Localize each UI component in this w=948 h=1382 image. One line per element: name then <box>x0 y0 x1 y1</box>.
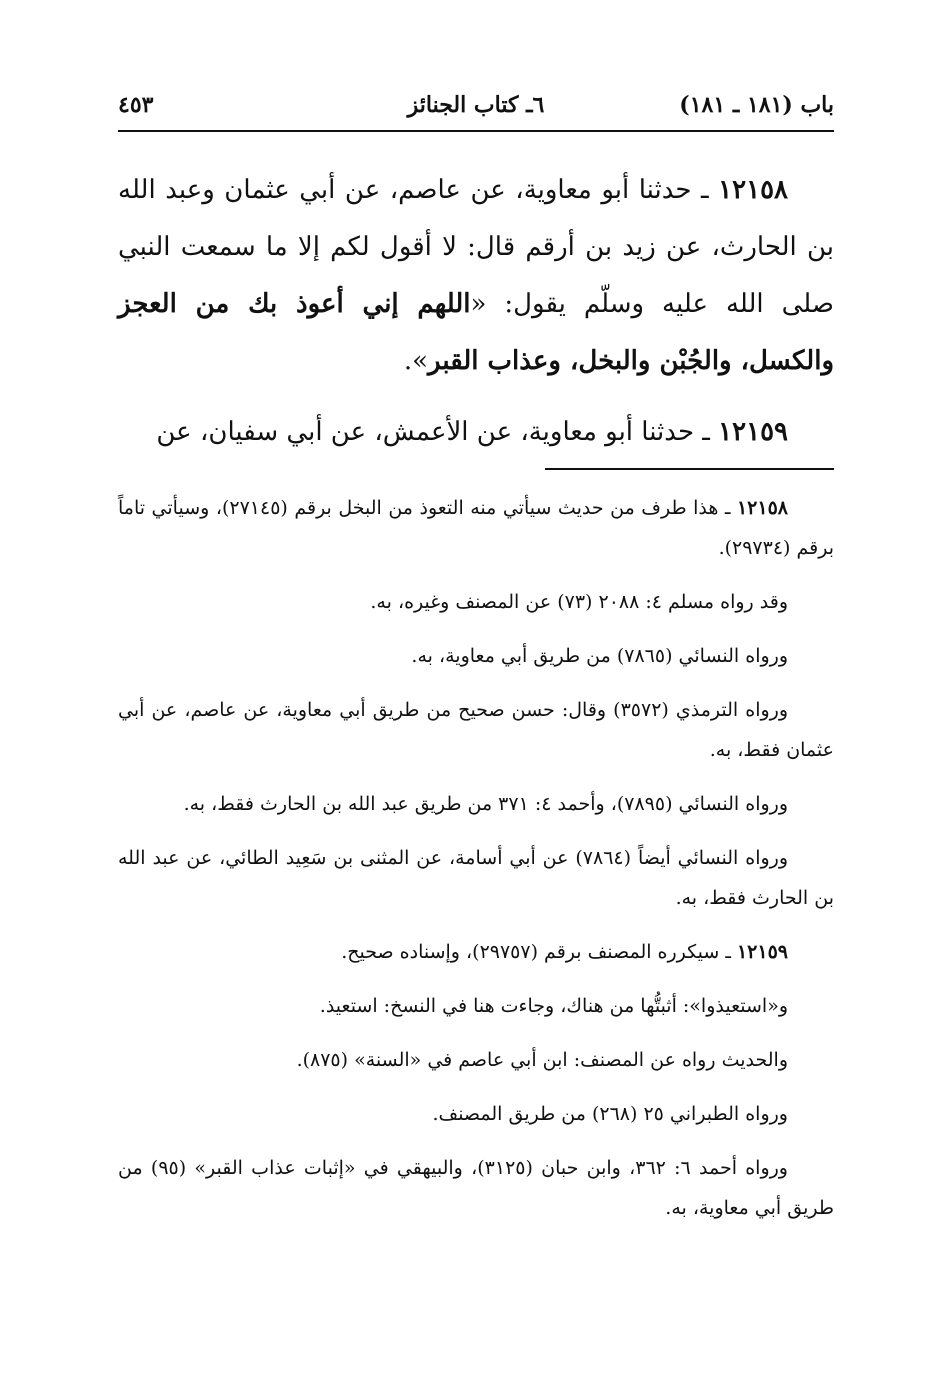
hadith-number: ١٢١٥٨ <box>718 175 788 205</box>
hadith-text-end: ». <box>403 346 429 376</box>
footnote: ورواه أحمد ٦: ٣٦٢، وابن حبان (٣١٢٥)، والبيهقي في «إثبات عذاب القبر» (٩٥) من طريق أبي معاوية، به. <box>118 1157 834 1219</box>
footnote: و«استعيذوا»: أثبتُّها من هناك، وجاءت هنا في النسخ: استعيذ. <box>319 995 788 1017</box>
hadith-paragraph <box>118 404 834 461</box>
footnote <box>118 932 834 972</box>
footnote-number: ١٢١٥٨ <box>736 497 788 519</box>
footnote-number: ١٢١٥٩ <box>736 941 788 963</box>
footnote-text: ـ سيكرره المصنف برقم (٢٩٧٥٧)، وإسناده صحيح. <box>341 941 737 963</box>
footnote-text: ـ هذا طرف من حديث سيأتي منه التعوذ من البخل برقم (٢٧١٤٥)، وسيأتي تاماً برقم (٢٩٧٣٤). <box>118 497 834 559</box>
hadith-paragraph <box>118 162 834 390</box>
footnote: ورواه النسائي أيضاً (٧٨٦٤) عن أبي أسامة، عن المثنى بن سَعِيد الطائي، عن عبد الله بن الحارث فقط، به. <box>118 847 834 909</box>
book-title: ٦ـ كتاب الجنائز <box>407 92 545 118</box>
hadith-number: ١٢١٥٩ <box>718 417 788 447</box>
hadith-text: ـ حدثنا أبو معاوية، عن عاصم، عن أبي عثمان وعبد الله بن الحارث، عن زيد بن أرقم قال: لا أقول لكم إلا ما سمعت النبي صلى الله عليه وسلّم يقول: « <box>118 175 834 319</box>
footnote: وقد رواه مسلم ٤: ٢٠٨٨ (٧٣) عن المصنف وغيره، به. <box>370 591 788 613</box>
hadith-quote: اللهم إني أعوذ بك من العجز والكسل، والجُبْن والبخل، وعذاب القبر <box>118 289 834 376</box>
footnote <box>118 488 834 568</box>
footnote: ورواه النسائي (٧٨٩٥)، وأحمد ٤: ٣٧١ من طريق عبد الله بن الحارث فقط، به. <box>183 793 788 815</box>
footnote: ورواه الطبراني ٢٥ (٢٦٨) من طريق المصنف. <box>432 1103 788 1125</box>
page-header <box>118 86 834 132</box>
footnote-separator <box>545 468 834 470</box>
footnotes <box>118 488 834 1242</box>
main-text <box>118 162 834 475</box>
chapter-title: باب (١٨١ ـ ١٨١) <box>679 92 834 118</box>
page-number: ٤٥٣ <box>118 92 154 118</box>
footnote: ورواه النسائي (٧٨٦٥) من طريق أبي معاوية، به. <box>411 645 788 667</box>
footnote: والحديث رواه عن المصنف: ابن أبي عاصم في «السنة» (٨٧٥). <box>296 1049 788 1071</box>
footnote: ورواه الترمذي (٣٥٧٢) وقال: حسن صحيح من طريق أبي معاوية، عن عاصم، عن أبي عثمان فقط، به. <box>118 699 834 761</box>
hadith-text: ـ حدثنا أبو معاوية، عن الأعمش، عن أبي سفيان، عن <box>156 417 719 447</box>
